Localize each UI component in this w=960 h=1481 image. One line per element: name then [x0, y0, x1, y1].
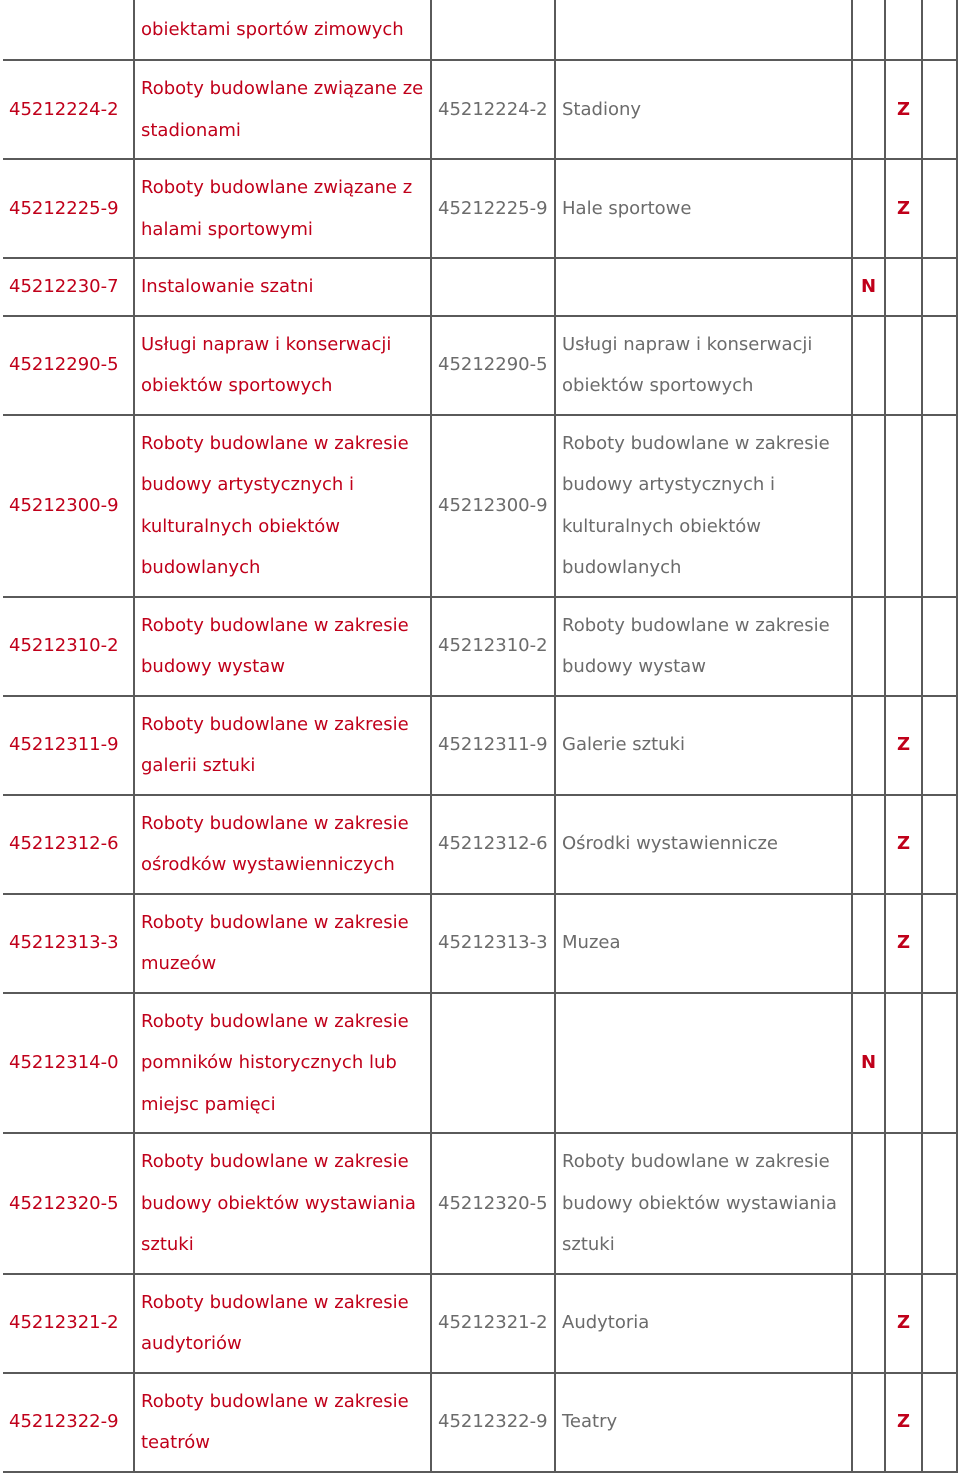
description-right-line: Ośrodki wystawiennicze: [562, 833, 779, 855]
description-left-line: Roboty budowlane w zakresie: [141, 432, 409, 454]
table-row: [3, 894, 957, 993]
flag-n-cell: [852, 316, 885, 415]
code-right: 45212224-2: [438, 98, 548, 120]
description-right-cell: [555, 0, 852, 60]
flag-z: Z: [896, 197, 911, 219]
description-left-cell: [134, 415, 431, 597]
description-right-line: Teatry: [562, 1411, 618, 1433]
empty-cell: [922, 0, 957, 60]
flag-z-cell: [885, 1373, 922, 1472]
code-right-cell: [431, 60, 555, 159]
code-left-cell: [3, 258, 134, 316]
flag-z-cell: [885, 415, 922, 597]
description-left-line: Instalowanie szatni: [141, 276, 314, 297]
code-left: 45212320-5: [9, 1192, 119, 1214]
description-left-line: budowy obiektów wystawiania: [141, 1192, 416, 1214]
flag-n-cell: [852, 894, 885, 993]
description-right-line: Stadiony: [562, 98, 642, 120]
description-left-line: Roboty budowlane w zakresie: [141, 1010, 409, 1032]
description-left-line: obiektami sportów zimowych: [141, 18, 404, 40]
flag-n-cell: [852, 258, 885, 316]
description-right-line: budowy wystaw: [562, 656, 706, 677]
description-left-cell: [134, 894, 431, 993]
description-right-line: sztuki: [562, 1234, 615, 1255]
code-left: 45212224-2: [9, 98, 119, 120]
flag-n-cell: [852, 1274, 885, 1373]
description-right-cell: [555, 1274, 852, 1373]
code-left-cell: [3, 415, 134, 597]
description-left-cell: [134, 1373, 431, 1472]
description-left-line: Roboty budowlane w zakresie: [141, 812, 409, 834]
description-left-cell: [134, 597, 431, 696]
description-left-cell: [134, 795, 431, 894]
description-right-cell: [555, 597, 852, 696]
description-left-cell: [134, 1133, 431, 1274]
code-right-cell: [431, 316, 555, 415]
table-row: [3, 258, 957, 316]
table-row: [3, 993, 957, 1134]
flag-n-cell: [852, 1373, 885, 1472]
flag-z: Z: [896, 932, 911, 954]
empty-cell: [922, 60, 957, 159]
flag-n-cell: [852, 795, 885, 894]
description-left-cell: [134, 316, 431, 415]
code-left: 45212310-2: [9, 635, 119, 657]
description-right-line: budowlanych: [562, 557, 682, 578]
description-left-cell: [134, 0, 431, 60]
description-left-line: miejsc pamięci: [141, 1093, 276, 1115]
code-left-cell: [3, 60, 134, 159]
flag-n-cell: [852, 696, 885, 795]
description-right-cell: [555, 159, 852, 258]
flag-z-cell: [885, 258, 922, 316]
empty-cell: [922, 159, 957, 258]
description-left-cell: [134, 1274, 431, 1373]
code-left-cell: [3, 894, 134, 993]
code-right: 45212312-6: [438, 833, 548, 855]
code-right: 45212310-2: [438, 635, 548, 657]
flag-z: Z: [896, 833, 911, 855]
description-right-line: Roboty budowlane w zakresie: [562, 432, 830, 454]
empty-cell: [922, 1373, 957, 1472]
description-right-line: budowy artystycznych i: [562, 474, 776, 495]
description-left-line: Roboty budowlane w zakresie: [141, 1291, 409, 1313]
description-left-cell: [134, 60, 431, 159]
description-right-cell: [555, 795, 852, 894]
code-right-cell: [431, 1133, 555, 1274]
flag-z-cell: [885, 696, 922, 795]
code-right: 45212313-3: [438, 932, 548, 954]
code-right-cell: [431, 0, 555, 60]
description-right-line: Muzea: [562, 932, 621, 954]
table-row: [3, 1373, 957, 1472]
code-left: 45212225-9: [9, 197, 119, 219]
table-row: [3, 696, 957, 795]
code-left: 45212300-9: [9, 494, 119, 516]
description-left-line: ośrodków wystawienniczych: [141, 854, 395, 875]
description-right-line: obiektów sportowych: [562, 375, 754, 396]
description-left-line: Roboty budowlane w zakresie: [141, 1151, 409, 1172]
table-row: [3, 159, 957, 258]
code-left: 45212290-5: [9, 354, 119, 376]
code-left: 45212322-9: [9, 1411, 119, 1433]
flag-z-cell: [885, 894, 922, 993]
flag-n-cell: [852, 60, 885, 159]
description-left-line: budowy wystaw: [141, 656, 285, 677]
flag-z-cell: [885, 1133, 922, 1274]
description-right-cell: [555, 993, 852, 1134]
cpv-code-table: [3, 0, 958, 1473]
description-left-line: teatrów: [141, 1432, 210, 1453]
flag-z: Z: [896, 1411, 911, 1433]
flag-z-cell: [885, 60, 922, 159]
code-right-cell: [431, 894, 555, 993]
code-left-cell: [3, 696, 134, 795]
code-right-cell: [431, 415, 555, 597]
table-row: [3, 597, 957, 696]
empty-cell: [922, 894, 957, 993]
description-right-line: Hale sportowe: [562, 197, 692, 219]
code-right: 45212311-9: [438, 734, 548, 756]
description-left-line: Usługi napraw i konserwacji: [141, 333, 392, 355]
code-right-cell: [431, 1373, 555, 1472]
description-left-cell: [134, 993, 431, 1134]
code-left: 45212314-0: [9, 1052, 119, 1073]
flag-z-cell: [885, 795, 922, 894]
description-left-line: budowlanych: [141, 557, 261, 578]
flag-n: N: [860, 1052, 877, 1073]
description-left-line: Roboty budowlane w zakresie: [141, 713, 409, 735]
code-right-cell: [431, 1274, 555, 1373]
flag-z: Z: [896, 1312, 911, 1334]
description-right-line: Usługi napraw i konserwacji: [562, 333, 813, 355]
code-right-cell: [431, 795, 555, 894]
flag-z: Z: [896, 98, 911, 120]
code-left-cell: [3, 159, 134, 258]
code-left-cell: [3, 993, 134, 1134]
code-left-cell: [3, 1373, 134, 1472]
description-right-line: kulturalnych obiektów: [562, 515, 761, 537]
code-right-cell: [431, 993, 555, 1134]
empty-cell: [922, 1133, 957, 1274]
description-left-line: Roboty budowlane związane z: [141, 177, 413, 198]
code-left-cell: [3, 1133, 134, 1274]
empty-cell: [922, 795, 957, 894]
empty-cell: [922, 1274, 957, 1373]
code-left-cell: [3, 795, 134, 894]
flag-z-cell: [885, 159, 922, 258]
table-row: [3, 316, 957, 415]
code-right-cell: [431, 597, 555, 696]
flag-n-cell: [852, 415, 885, 597]
empty-cell: [922, 258, 957, 316]
code-right: 45212320-5: [438, 1192, 548, 1214]
code-right: 45212290-5: [438, 354, 548, 376]
code-left: 45212311-9: [9, 734, 119, 756]
code-left-cell: [3, 1274, 134, 1373]
description-left-line: obiektów sportowych: [141, 375, 333, 396]
empty-cell: [922, 316, 957, 415]
description-left-line: galerii sztuki: [141, 755, 256, 776]
description-right-line: Roboty budowlane w zakresie: [562, 614, 830, 636]
empty-cell: [922, 696, 957, 795]
code-left: 45212321-2: [9, 1312, 119, 1334]
flag-n-cell: [852, 0, 885, 60]
description-right-cell: [555, 894, 852, 993]
description-left-line: audytoriów: [141, 1333, 242, 1354]
description-left-line: budowy artystycznych i: [141, 474, 355, 495]
empty-cell: [922, 993, 957, 1134]
table-row: [3, 795, 957, 894]
description-right-line: Galerie sztuki: [562, 734, 685, 756]
flag-z-cell: [885, 316, 922, 415]
table-row: [3, 1133, 957, 1274]
description-left-line: muzeów: [141, 953, 217, 974]
description-left-line: pomników historycznych lub: [141, 1052, 397, 1073]
flag-n-cell: [852, 993, 885, 1134]
code-left: 45212230-7: [9, 276, 119, 297]
code-right: 45212321-2: [438, 1312, 548, 1334]
table-row: [3, 1274, 957, 1373]
description-left-line: Roboty budowlane w zakresie: [141, 614, 409, 636]
flag-n-cell: [852, 1133, 885, 1274]
code-right: 45212300-9: [438, 494, 548, 516]
description-right-cell: [555, 415, 852, 597]
description-right-line: Roboty budowlane w zakresie: [562, 1151, 830, 1172]
description-left-line: kulturalnych obiektów: [141, 515, 340, 537]
description-right-cell: [555, 258, 852, 316]
table-body: [3, 0, 957, 1472]
description-left-line: halami sportowymi: [141, 218, 313, 240]
description-right-cell: [555, 696, 852, 795]
flag-z-cell: [885, 0, 922, 60]
flag-n-cell: [852, 597, 885, 696]
table-row: [3, 60, 957, 159]
description-right-cell: [555, 1133, 852, 1274]
flag-n-cell: [852, 159, 885, 258]
code-left: 45212312-6: [9, 833, 119, 855]
empty-cell: [922, 415, 957, 597]
code-right: 45212322-9: [438, 1411, 548, 1433]
flag-z-cell: [885, 993, 922, 1134]
code-right-cell: [431, 159, 555, 258]
flag-z-cell: [885, 1274, 922, 1373]
code-left-cell: [3, 316, 134, 415]
description-right-cell: [555, 1373, 852, 1472]
code-left-cell: [3, 0, 134, 60]
description-left-cell: [134, 159, 431, 258]
code-right: 45212225-9: [438, 197, 548, 219]
table-row: [3, 415, 957, 597]
code-left-cell: [3, 597, 134, 696]
code-right-cell: [431, 258, 555, 316]
description-right-cell: [555, 60, 852, 159]
table-row: [3, 0, 957, 60]
description-left-line: sztuki: [141, 1234, 194, 1255]
description-right-cell: [555, 316, 852, 415]
flag-z: Z: [896, 734, 911, 756]
code-left: 45212313-3: [9, 932, 119, 954]
description-left-line: Roboty budowlane w zakresie: [141, 911, 409, 933]
description-right-line: budowy obiektów wystawiania: [562, 1192, 837, 1214]
flag-n: N: [860, 276, 877, 297]
description-left-line: stadionami: [141, 119, 241, 141]
description-right-line: Audytoria: [562, 1312, 650, 1334]
description-left-line: Roboty budowlane związane ze: [141, 78, 424, 99]
description-left-cell: [134, 696, 431, 795]
description-left-line: Roboty budowlane w zakresie: [141, 1390, 409, 1412]
empty-cell: [922, 597, 957, 696]
code-right-cell: [431, 696, 555, 795]
flag-z-cell: [885, 597, 922, 696]
description-left-cell: [134, 258, 431, 316]
